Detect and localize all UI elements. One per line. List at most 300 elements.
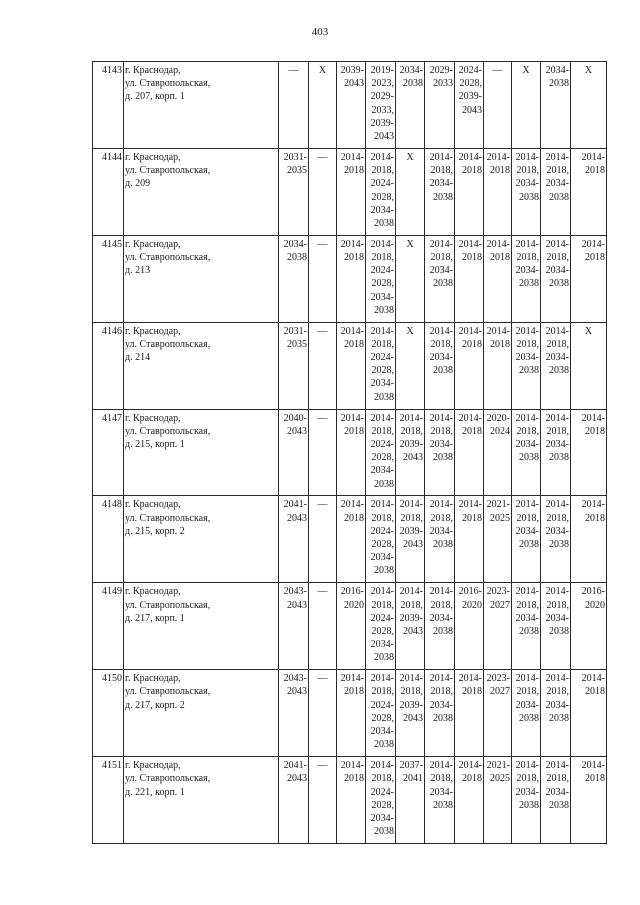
period-line: 2043 <box>403 625 423 637</box>
period-cell <box>512 322 541 409</box>
period-cell <box>455 322 484 409</box>
period-cell <box>396 583 425 670</box>
period-cell <box>455 62 484 149</box>
period-line: 2018 <box>344 338 364 350</box>
period-line: 2018, <box>371 599 394 611</box>
period-line: 2034- <box>545 65 569 76</box>
period-line: 2014- <box>515 586 539 598</box>
period-line: 2018 <box>490 251 510 263</box>
period-cell <box>279 322 309 409</box>
period-line: 2038 <box>433 799 453 811</box>
address-line: д. 221, корп. 1 <box>125 786 185 798</box>
period-cell <box>396 235 425 322</box>
period-cell <box>571 322 607 409</box>
period-line: 2029- <box>370 91 394 103</box>
period-cell <box>541 409 571 496</box>
period-cell <box>309 62 337 149</box>
period-cell <box>425 670 455 757</box>
period-line: 2014- <box>581 499 605 511</box>
period-cell <box>455 496 484 583</box>
address-line: г. Краснодар, <box>125 412 181 424</box>
period-line: 2041- <box>283 499 307 511</box>
table-row <box>93 670 607 757</box>
address-line: ул. Ставропольская, <box>125 512 211 524</box>
period-line: 2034- <box>515 438 539 450</box>
period-cell <box>571 757 607 844</box>
period-line: 2043 <box>287 512 307 524</box>
period-cell <box>279 583 309 670</box>
address-line: ул. Ставропольская, <box>125 773 211 785</box>
period-line: 2018 <box>585 165 605 177</box>
period-line: 2018 <box>462 773 482 785</box>
period-line: 2038 <box>374 739 394 751</box>
period-line: 2014- <box>429 238 453 250</box>
period-cell <box>512 583 541 670</box>
period-line: 2027 <box>490 686 510 698</box>
period-line: 2039- <box>399 438 423 450</box>
period-line: 2043 <box>344 78 364 90</box>
period-cell <box>337 148 366 235</box>
period-line: — <box>317 499 328 511</box>
period-cell <box>337 757 366 844</box>
period-line: — <box>317 238 328 250</box>
period-line: 2014- <box>581 760 605 772</box>
period-cell <box>366 496 396 583</box>
period-line: 2014- <box>545 325 569 337</box>
period-line: 2018, <box>516 251 539 263</box>
period-line: — <box>492 65 503 76</box>
period-line: 2014- <box>429 499 453 511</box>
table-row <box>93 62 607 149</box>
period-line: 2038 <box>433 278 453 290</box>
period-line: 2038 <box>519 799 539 811</box>
period-line: 2018 <box>344 512 364 524</box>
period-line: 2038 <box>549 539 569 551</box>
period-line: 2014- <box>458 151 482 163</box>
period-line: 2014- <box>581 151 605 163</box>
period-line: 2034- <box>515 786 539 798</box>
period-line: 2014- <box>545 673 569 685</box>
period-line: 2018, <box>430 686 453 698</box>
period-line: 2018, <box>400 512 423 524</box>
address-line: д. 217, корп. 1 <box>125 612 185 624</box>
period-line: 2014- <box>458 499 482 511</box>
period-line: 2025 <box>490 773 510 785</box>
period-line: 2018, <box>371 512 394 524</box>
period-cell <box>425 62 455 149</box>
schedule-table <box>92 61 607 844</box>
period-line: 2014- <box>545 412 569 424</box>
period-line: 2014- <box>545 499 569 511</box>
period-line: 2039- <box>370 117 394 129</box>
period-cell <box>309 583 337 670</box>
period-line: 2014- <box>370 673 394 685</box>
row-number-cell: 4146 <box>93 322 124 409</box>
period-line: 2037- <box>399 760 423 772</box>
period-line: 2025 <box>490 512 510 524</box>
period-cell <box>455 148 484 235</box>
period-line: 2018 <box>490 165 510 177</box>
address-line: г. Краснодар, <box>125 151 181 163</box>
period-line: 2019- <box>370 65 394 76</box>
period-line: 2018, <box>430 512 453 524</box>
period-line: 2033, <box>371 104 394 116</box>
period-line: 2014- <box>515 673 539 685</box>
period-line: 2038 <box>549 191 569 203</box>
period-line: 2014- <box>458 673 482 685</box>
period-line: 2018, <box>430 599 453 611</box>
period-line: 2018 <box>344 425 364 437</box>
table-row <box>93 148 607 235</box>
period-cell <box>337 62 366 149</box>
period-line: 2034- <box>429 699 453 711</box>
period-line: 2014- <box>340 151 364 163</box>
period-cell <box>337 670 366 757</box>
period-line: 2020- <box>486 412 510 424</box>
period-line: 2038 <box>519 539 539 551</box>
period-cell <box>279 235 309 322</box>
period-cell <box>425 235 455 322</box>
row-number-cell: 4143 <box>93 62 124 149</box>
period-cell <box>366 235 396 322</box>
period-line: 2024- <box>370 265 394 277</box>
period-cell <box>455 670 484 757</box>
address-cell <box>124 496 279 583</box>
period-line: 2038 <box>519 452 539 464</box>
period-line: 2034- <box>545 178 569 190</box>
period-cell <box>309 670 337 757</box>
period-line: 2018 <box>462 686 482 698</box>
period-line: 2018, <box>430 165 453 177</box>
period-line: 2035 <box>287 165 307 177</box>
period-cell <box>484 62 512 149</box>
period-line: 2014- <box>399 586 423 598</box>
period-line: 2018 <box>462 425 482 437</box>
period-line: 2038 <box>374 391 394 403</box>
period-line: 2014- <box>545 151 569 163</box>
period-cell <box>366 670 396 757</box>
period-line: 2038 <box>433 712 453 724</box>
period-line: 2043 <box>374 131 394 143</box>
period-line: 2018 <box>462 165 482 177</box>
period-line: 2028, <box>371 452 394 464</box>
period-line: 2014- <box>429 673 453 685</box>
period-line: 2016- <box>581 586 605 598</box>
table-row <box>93 583 607 670</box>
period-line: 2034- <box>515 525 539 537</box>
period-line: 2033 <box>433 78 453 90</box>
period-line: 2038 <box>374 652 394 664</box>
period-cell <box>484 322 512 409</box>
period-line: 2034- <box>429 786 453 798</box>
address-line: д. 217, корп. 2 <box>125 699 185 711</box>
period-line: 2014- <box>515 499 539 511</box>
period-line: 2038 <box>549 78 569 90</box>
address-line: ул. Ставропольская, <box>125 686 211 698</box>
period-line: 2018 <box>344 165 364 177</box>
period-line: 2040- <box>283 412 307 424</box>
period-line: 2028, <box>459 78 482 90</box>
period-cell <box>366 62 396 149</box>
table-row <box>93 235 607 322</box>
period-line: 2014- <box>370 238 394 250</box>
period-line: 2018 <box>462 251 482 263</box>
period-line: 2034- <box>429 438 453 450</box>
period-line: 2018, <box>546 338 569 350</box>
period-line: 2034- <box>515 352 539 364</box>
period-line: — <box>317 151 328 163</box>
period-cell <box>512 496 541 583</box>
period-cell <box>571 409 607 496</box>
period-line: 2014- <box>340 412 364 424</box>
period-line: 2041 <box>403 773 423 785</box>
period-cell <box>455 757 484 844</box>
period-line: 2043 <box>403 539 423 551</box>
period-line: 2014- <box>399 499 423 511</box>
period-line: 2038 <box>549 799 569 811</box>
period-line: 2034- <box>545 612 569 624</box>
period-cell <box>455 409 484 496</box>
period-line: 2024- <box>370 178 394 190</box>
period-line: 2043 <box>403 712 423 724</box>
period-line: 2020 <box>344 599 364 611</box>
address-line: ул. Ставропольская, <box>125 165 211 177</box>
period-cell <box>541 496 571 583</box>
address-cell <box>124 583 279 670</box>
period-line: 2034- <box>370 465 394 477</box>
period-line: 2034- <box>515 265 539 277</box>
period-line: 2016- <box>458 586 482 598</box>
address-cell <box>124 148 279 235</box>
period-line: 2014- <box>429 760 453 772</box>
address-cell <box>124 235 279 322</box>
period-line: 2024- <box>370 352 394 364</box>
period-line: 2023- <box>486 673 510 685</box>
period-cell <box>484 409 512 496</box>
period-line: 2034- <box>370 812 394 824</box>
period-line: 2038 <box>519 365 539 377</box>
period-cell <box>396 148 425 235</box>
period-line: 2018, <box>400 425 423 437</box>
period-cell <box>425 583 455 670</box>
period-line: 2018 <box>585 512 605 524</box>
period-line: 2039- <box>399 612 423 624</box>
period-line: 2020 <box>462 599 482 611</box>
period-cell <box>309 496 337 583</box>
period-line: 2014- <box>340 238 364 250</box>
period-line: 2034- <box>515 178 539 190</box>
address-line: ул. Ставропольская, <box>125 425 211 437</box>
address-cell <box>124 757 279 844</box>
period-line: 2043 <box>287 686 307 698</box>
period-line: 2034- <box>545 265 569 277</box>
period-line: 2038 <box>433 625 453 637</box>
period-line: 2018, <box>546 512 569 524</box>
address-line: ул. Ставропольская, <box>125 599 211 611</box>
period-line: 2020 <box>585 599 605 611</box>
period-cell <box>512 62 541 149</box>
period-line: 2014- <box>370 151 394 163</box>
period-line: 2038 <box>433 539 453 551</box>
period-line: 2034- <box>429 612 453 624</box>
period-cell <box>541 62 571 149</box>
period-line: 2034- <box>515 699 539 711</box>
period-line: 2018, <box>546 599 569 611</box>
period-line: 2014- <box>340 499 364 511</box>
period-cell <box>279 148 309 235</box>
address-line: ул. Ставропольская, <box>125 338 211 350</box>
period-line: 2018, <box>371 165 394 177</box>
period-line: 2021- <box>486 499 510 511</box>
period-line: 2034- <box>545 786 569 798</box>
period-line: 2021- <box>486 760 510 772</box>
period-line: 2038 <box>549 365 569 377</box>
period-line: 2018, <box>371 773 394 785</box>
period-line: 2018 <box>462 512 482 524</box>
period-line: 2043- <box>283 673 307 685</box>
period-cell <box>396 496 425 583</box>
table-row <box>93 322 607 409</box>
period-line: 2034- <box>370 291 394 303</box>
period-line: 2014- <box>581 412 605 424</box>
period-cell <box>309 409 337 496</box>
period-line: — <box>317 325 328 337</box>
period-line: X <box>584 65 593 76</box>
period-cell <box>512 235 541 322</box>
period-line: 2018, <box>371 251 394 263</box>
period-line: — <box>317 673 328 685</box>
period-line: 2043 <box>403 452 423 464</box>
address-line: д. 215, корп. 2 <box>125 525 185 537</box>
period-line: 2034- <box>545 352 569 364</box>
period-line: 2014- <box>370 499 394 511</box>
period-line: 2034- <box>370 639 394 651</box>
period-line: 2023, <box>371 78 394 90</box>
period-line: X <box>318 65 327 76</box>
period-line: 2024- <box>370 612 394 624</box>
period-cell <box>541 148 571 235</box>
period-line: 2018 <box>344 773 364 785</box>
address-cell <box>124 409 279 496</box>
period-line: X <box>522 65 530 76</box>
period-cell <box>512 757 541 844</box>
period-line: 2018, <box>516 512 539 524</box>
period-line: 2038 <box>519 278 539 290</box>
period-cell <box>279 670 309 757</box>
period-line: 2014- <box>340 760 364 772</box>
row-number-cell: 4147 <box>93 409 124 496</box>
period-line: 2028, <box>371 365 394 377</box>
period-line: 2014- <box>340 673 364 685</box>
period-line: 2018 <box>585 251 605 263</box>
period-line: 2027 <box>490 599 510 611</box>
period-line: 2043 <box>287 425 307 437</box>
period-line: 2014- <box>340 325 364 337</box>
period-line: 2031- <box>283 151 307 163</box>
period-cell <box>484 583 512 670</box>
period-cell <box>484 496 512 583</box>
period-line: 2038 <box>549 278 569 290</box>
period-line: 2034- <box>429 265 453 277</box>
period-line: 2038 <box>374 478 394 490</box>
period-line: 2043 <box>462 104 482 116</box>
period-line: 2034- <box>429 178 453 190</box>
period-line: 2014- <box>545 760 569 772</box>
period-line: 2018, <box>371 686 394 698</box>
period-cell <box>279 496 309 583</box>
period-line: 2014- <box>370 760 394 772</box>
period-cell <box>484 757 512 844</box>
period-line: 2018, <box>371 425 394 437</box>
row-number-cell: 4144 <box>93 148 124 235</box>
period-cell <box>366 409 396 496</box>
period-line: 2035 <box>287 338 307 350</box>
period-cell <box>484 235 512 322</box>
period-line: 2034- <box>429 525 453 537</box>
period-line: 2034- <box>370 552 394 564</box>
period-line: 2014- <box>370 586 394 598</box>
period-cell <box>309 148 337 235</box>
period-cell <box>512 148 541 235</box>
period-cell <box>425 148 455 235</box>
address-line: г. Краснодар, <box>125 65 181 76</box>
address-line: д. 214 <box>125 352 151 364</box>
address-line: д. 207, корп. 1 <box>125 91 185 103</box>
period-line: 2038 <box>519 191 539 203</box>
period-cell <box>455 235 484 322</box>
period-line: 2024- <box>370 525 394 537</box>
period-line: 2014- <box>458 325 482 337</box>
period-cell <box>337 235 366 322</box>
table-row <box>93 409 607 496</box>
period-line: 2018, <box>516 773 539 785</box>
period-line: 2014- <box>399 412 423 424</box>
period-line: 2018, <box>516 338 539 350</box>
period-line: 2014- <box>515 412 539 424</box>
period-line: 2018, <box>546 165 569 177</box>
period-line: 2014- <box>486 325 510 337</box>
period-line: 2018, <box>516 165 539 177</box>
address-line: г. Краснодар, <box>125 499 181 511</box>
period-cell <box>366 757 396 844</box>
period-line: 2038 <box>374 565 394 577</box>
period-cell <box>541 670 571 757</box>
row-number-cell: 4148 <box>93 496 124 583</box>
period-line: 2034- <box>370 726 394 738</box>
period-line: 2038 <box>374 304 394 316</box>
address-line: г. Краснодар, <box>125 673 181 685</box>
period-line: X <box>406 325 414 337</box>
period-line: 2014- <box>429 325 453 337</box>
period-cell <box>571 496 607 583</box>
period-line: — <box>317 412 328 424</box>
period-line: 2018 <box>585 686 605 698</box>
period-line: 2039- <box>399 525 423 537</box>
period-line: 2014- <box>399 673 423 685</box>
period-line: 2014- <box>486 151 510 163</box>
period-line: 2029- <box>429 65 453 76</box>
period-cell <box>571 670 607 757</box>
period-line: 2024- <box>370 438 394 450</box>
period-cell <box>571 235 607 322</box>
period-line: 2014- <box>458 412 482 424</box>
period-line: 2018, <box>430 425 453 437</box>
period-line: 2038 <box>433 365 453 377</box>
period-line: 2038 <box>403 78 423 90</box>
period-line: 2024 <box>490 425 510 437</box>
period-line: 2014- <box>370 412 394 424</box>
period-line: 2038 <box>433 452 453 464</box>
